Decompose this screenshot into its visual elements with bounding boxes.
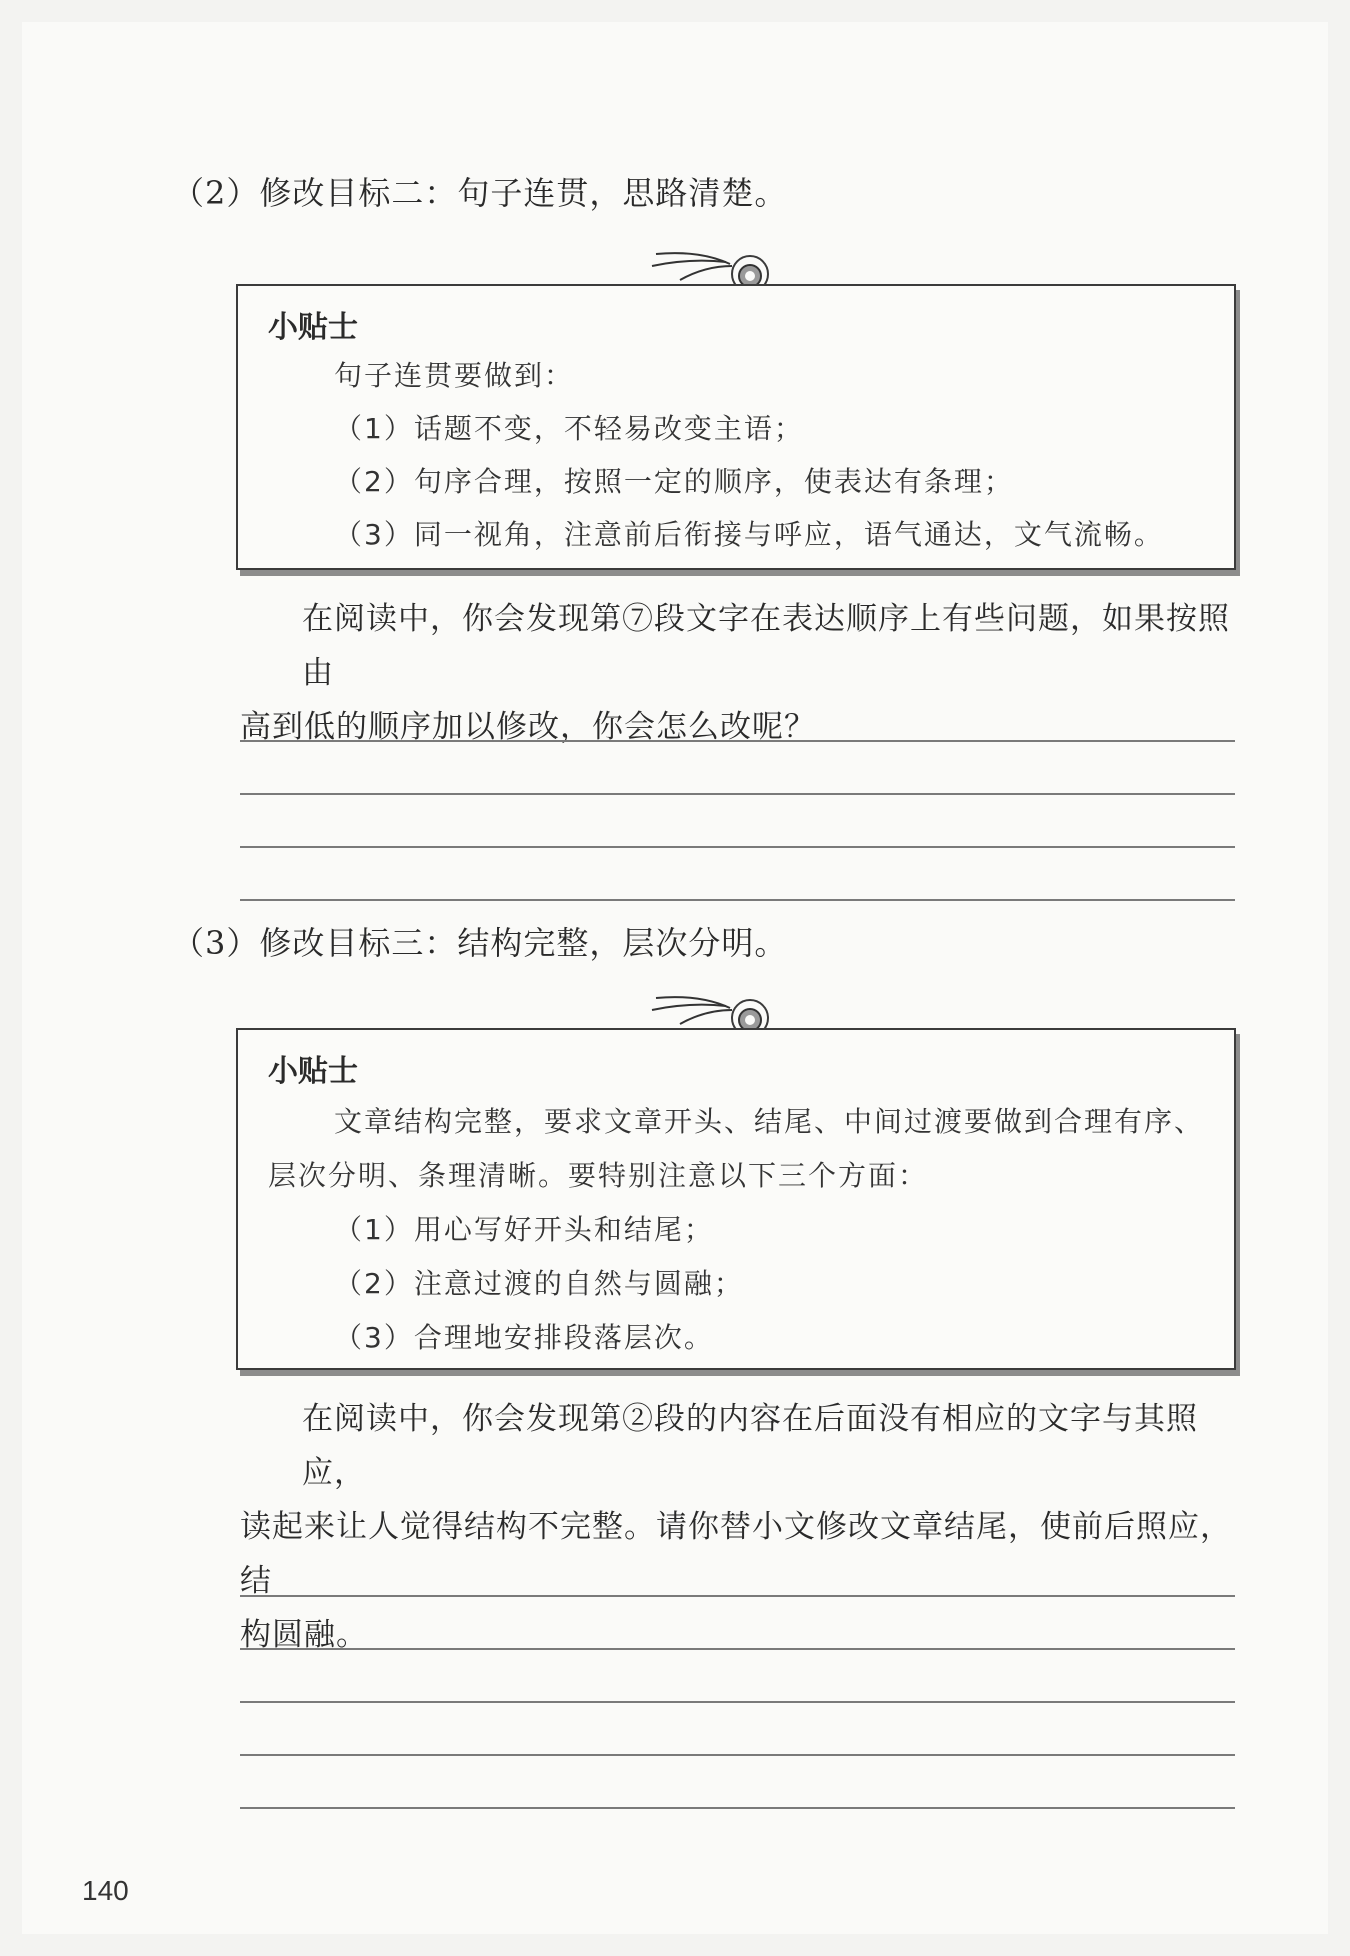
tip-line: 文章结构完整，要求文章开头、结尾、中间过渡要做到合理有序、 — [334, 1105, 1205, 1138]
tip-box-structure — [236, 1028, 1236, 1370]
question-line: 在阅读中，你会发现第⑦段文字在表达顺序上有些问题，如果按照由 — [302, 601, 1230, 691]
question-line: 读起来让人觉得结构不完整。请你替小文修改文章结尾，使前后照应，结 — [240, 1509, 1232, 1599]
tip-line: （2）句序合理，按照一定的顺序，使表达有条理； — [334, 465, 1014, 498]
question-line: 高到低的顺序加以修改，你会怎么改呢？ — [240, 709, 816, 745]
question-paragraph-2 — [240, 1392, 1240, 1662]
tag-string-icon — [650, 980, 790, 1030]
tip-line: （1）用心写好开头和结尾； — [334, 1213, 714, 1246]
section2-heading: （2）修改目标二：句子连贯，思路清楚。 — [172, 174, 788, 212]
section3-heading: （3）修改目标三：结构完整，层次分明。 — [172, 924, 788, 962]
tip-line: （3）合理地安排段落层次。 — [334, 1321, 714, 1354]
answer-line[interactable] — [240, 1701, 1235, 1703]
question-paragraph-1 — [240, 592, 1240, 754]
tip-title: 小贴士 — [268, 310, 358, 345]
tip-line: （2）注意过渡的自然与圆融； — [334, 1267, 744, 1300]
tip-line: 层次分明、条理清晰。要特别注意以下三个方面： — [268, 1159, 929, 1192]
page-number: 140 — [82, 1875, 129, 1906]
tip-line: 句子连贯要做到： — [334, 359, 575, 392]
tip-line: （1）话题不变，不轻易改变主语； — [334, 412, 804, 445]
answer-line[interactable] — [240, 1648, 1235, 1650]
answer-line[interactable] — [240, 1807, 1235, 1809]
tip-line: （3）同一视角，注意前后衔接与呼应，语气通达，文气流畅。 — [334, 518, 1164, 551]
answer-line[interactable] — [240, 1595, 1235, 1597]
question-line: 构圆融。 — [240, 1617, 368, 1653]
tag-string-icon — [650, 236, 790, 286]
tip-box-coherence — [236, 284, 1236, 570]
answer-line[interactable] — [240, 793, 1235, 795]
tip-title: 小贴士 — [268, 1054, 358, 1089]
answer-line[interactable] — [240, 740, 1235, 742]
answer-line[interactable] — [240, 1754, 1235, 1756]
question-line: 在阅读中，你会发现第②段的内容在后面没有相应的文字与其照应， — [302, 1401, 1198, 1491]
answer-line[interactable] — [240, 899, 1235, 901]
answer-line[interactable] — [240, 846, 1235, 848]
